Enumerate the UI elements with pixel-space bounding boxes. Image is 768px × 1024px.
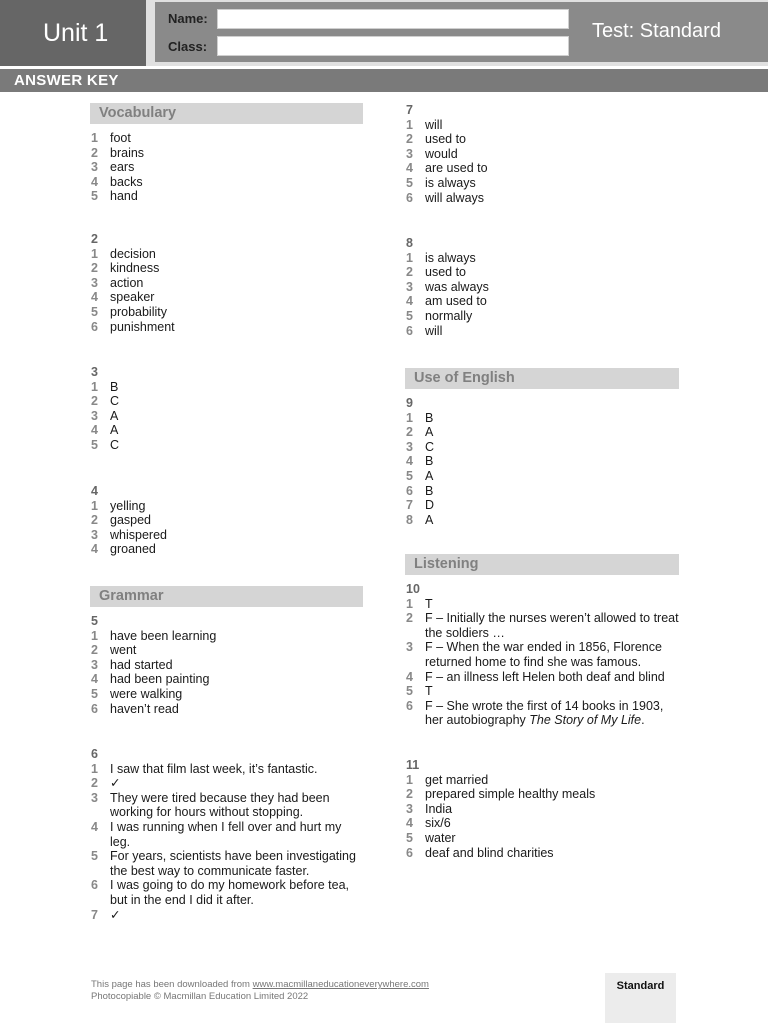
exercise-7 [406,103,679,205]
answer-text: had been painting [110,672,210,687]
answer-row: 2 prepared simple healthy meals [406,787,679,802]
answer-text: A [110,423,119,438]
answer-text: normally [425,308,473,323]
answer-row: 5 C [91,438,363,453]
answer-text: For years, scientists have been investigating the best way to communicate faster. [110,849,356,878]
answer-row: 5 hand [91,189,363,204]
answer-row: 1 foot [91,131,363,146]
footer-link[interactable]: www.macmillaneducationeverywhere.com [252,979,429,990]
exercise-number: 3 [91,365,98,379]
answer-row: 2 F – Initially the nurses weren’t allowed to treat the soldiers … [406,611,679,640]
answer-row: 2 went [91,643,363,658]
name-field[interactable] [217,9,569,29]
answer-row: 1 will [406,118,679,133]
answer-row: 4 had been painting [91,672,363,687]
answer-row: 5 were walking [91,687,363,702]
exercise-number: 11 [406,758,420,772]
answer-row: 3 whispered [91,528,363,543]
answer-text: prepared simple healthy meals [425,787,596,802]
answer-row: 6 will [406,324,679,339]
answer-text: went [110,643,137,658]
answer-row: 1 yelling [91,499,363,514]
answer-text: used to [425,265,467,280]
answer-text: kindness [110,261,160,276]
exercise-2 [91,232,363,334]
answer-text: C [110,437,120,452]
answer-text: I was going to do my homework before tea, but in the end I did it after. [110,878,350,907]
answer-row: 1 I saw that film last week, it’s fantastic. [91,762,363,777]
answer-row: 6 will always [406,191,679,206]
answer-row: 8 A [406,513,679,528]
answer-row: 2 kindness [91,261,363,276]
footer-copyright: Photocopiable © Macmillan Education Limited 2022 [91,991,309,1002]
answer-row: 5 For years, scientists have been investigating the best way to communicate faster. [91,849,363,878]
answer-text: F – Initially the nurses weren’t allowed to treat the soldiers … [425,611,679,640]
answer-text: used to [425,132,467,147]
answer-row: 7 D [406,498,679,513]
answer-text: backs [110,174,143,189]
answer-row: 3 had started [91,658,363,673]
exercise-6 [91,747,363,922]
answer-row: 5 probability [91,305,363,320]
answer-text: are used to [425,161,488,176]
answer-text: action [110,275,144,290]
section-listening: Listening [405,554,679,575]
answer-row: 1 is always [406,251,679,266]
answer-text: A [110,408,119,423]
class-field[interactable] [217,36,569,56]
answer-row: 2 used to [406,265,679,280]
exercise-number: 7 [406,103,413,117]
answer-text: A [425,468,434,483]
answer-text: F – When the war ended in 1856, Florence returned home to find she was famous. [425,640,662,669]
answer-text: I was running when I fell over and hurt my leg. [110,819,342,849]
answer-row: 4 speaker [91,290,363,305]
answer-row: 6 F – She wrote the first of 14 books in 1903, her autobiography The Story of My Life. [406,699,679,728]
answer-row: 1 decision [91,247,363,262]
answer-row: 3 A [91,409,363,424]
answer-row: 2 used to [406,132,679,147]
answer-row: 4 am used to [406,294,679,309]
exercise-8 [406,236,679,338]
answer-text: India [425,801,453,816]
answer-row: 3 F – When the war ended in 1856, Florence returned home to find she was famous. [406,640,679,669]
answer-row: 1 get married [406,773,679,788]
answer-text: B [110,379,119,394]
answer-text: whispered [110,527,167,542]
answer-row: 2 C [91,394,363,409]
answer-text: F – She wrote the first of 14 books in 1903, her autobiography The Story of My Life. [425,698,664,728]
answer-row: 1 have been learning [91,629,363,644]
answer-row: 6 I was going to do my homework before tea, but in the end I did it after. [91,878,363,907]
answer-row: 2 A [406,425,679,440]
answer-text: will [425,117,443,132]
answer-row: 5 normally [406,309,679,324]
answer-text: C [425,439,435,454]
answer-row: 2 gasped [91,513,363,528]
answer-text: deaf and blind charities [425,845,554,860]
answer-text: six/6 [425,816,451,831]
answer-row: 3 would [406,147,679,162]
answer-text: B [425,454,434,469]
section-vocabulary: Vocabulary [90,103,363,124]
name-label: Name: [168,11,208,26]
answer-row: 3 C [406,440,679,455]
answer-row: 5 is always [406,176,679,191]
answer-text: probability [110,304,167,319]
answer-text: foot [110,131,131,145]
test-type-title: Test: Standard [592,20,721,42]
answer-row: 6 haven’t read [91,702,363,717]
answer-text: decision [110,246,156,261]
answer-row: 4 backs [91,175,363,190]
class-label: Class: [168,39,208,54]
answer-row: 4 are used to [406,161,679,176]
unit-label: Unit 1 [0,0,146,66]
exercise-number: 6 [91,747,98,761]
level-badge: Standard [605,973,676,1023]
exercise-number: 8 [406,236,413,250]
answer-text: hand [110,189,138,204]
answer-text: B [425,483,434,498]
answer-row: 3 ears [91,160,363,175]
answer-text: water [425,830,456,845]
footer-download-note: This page has been downloaded from www.macmillaneducationeverywhere.com [91,979,429,990]
answer-row: 4 groaned [91,542,363,557]
answer-row: 7 ✓ [91,908,363,923]
answer-row: 5 water [406,831,679,846]
answer-row: 4 I was running when I fell over and hurt my leg. [91,820,363,849]
exercise-number: 9 [406,396,413,410]
answer-text: yelling [110,498,146,513]
answer-text: get married [425,772,489,787]
exercise-number: 10 [406,582,420,596]
answer-row: 3 was always [406,280,679,295]
answer-text: have been learning [110,628,217,643]
exercise-10 [406,582,679,728]
answer-row: 6 deaf and blind charities [406,846,679,861]
answer-row: 4 A [91,423,363,438]
exercise-1 [91,131,363,204]
answer-text: would [425,146,458,161]
answer-text: groaned [110,542,156,557]
answer-text: D [425,498,435,513]
book-title: The Story of My Life [529,713,642,728]
answer-row: 4 six/6 [406,816,679,831]
exercise-5 [91,614,363,716]
answer-text: will always [425,190,485,205]
answer-row: 4 F – an illness left Helen both deaf and blind [406,670,679,685]
answer-text: F – an illness left Helen both deaf and blind [425,669,665,684]
answer-text: T [425,684,433,699]
answer-row: 2 brains [91,146,363,161]
answer-row: 6 B [406,484,679,499]
answer-text: was always [425,279,489,294]
answer-text: am used to [425,294,487,309]
answer-row: 3 action [91,276,363,291]
answer-text: I saw that film last week, it’s fantastic. [110,761,318,776]
answer-row: 6 punishment [91,320,363,335]
answer-text: gasped [110,513,152,528]
answer-text: ears [110,160,135,175]
answer-text: brains [110,145,145,160]
answer-text: speaker [110,290,155,305]
answer-text: were walking [110,686,183,701]
answer-text: is always [425,250,476,265]
answer-row: 1 B [91,380,363,395]
checkmark-icon: ✓ [110,776,121,791]
exercise-9 [406,396,679,527]
answer-text: is always [425,175,476,190]
answer-text: T [425,596,433,611]
section-use-of-english: Use of English [405,368,679,389]
answer-text: B [425,410,434,425]
answer-text: They were tired because they had been working for hours without stopping. [110,790,330,820]
exercise-11 [406,758,679,860]
answer-row: 1 T [406,597,679,612]
answer-text: punishment [110,319,175,334]
answer-row: 5 T [406,684,679,699]
exercise-number: 5 [91,614,98,628]
answer-row: 3 India [406,802,679,817]
answer-row: 2 ✓ [91,776,363,791]
answer-key-title: ANSWER KEY [0,69,768,92]
exercise-number: 4 [91,484,98,498]
answer-text: had started [110,657,173,672]
answer-text: A [425,512,434,527]
answer-row: 1 B [406,411,679,426]
answer-text: haven’t read [110,701,179,716]
exercise-3 [91,365,363,453]
exercise-4 [91,484,363,557]
answer-text: C [110,394,120,409]
answer-row: 4 B [406,454,679,469]
answer-text: A [425,425,434,440]
answer-text: will [425,323,443,338]
answer-row: 3 They were tired because they had been working for hours without stopping. [91,791,363,820]
section-grammar: Grammar [90,586,363,607]
answer-row: 5 A [406,469,679,484]
checkmark-icon: ✓ [110,907,121,922]
exercise-number: 2 [91,232,98,246]
